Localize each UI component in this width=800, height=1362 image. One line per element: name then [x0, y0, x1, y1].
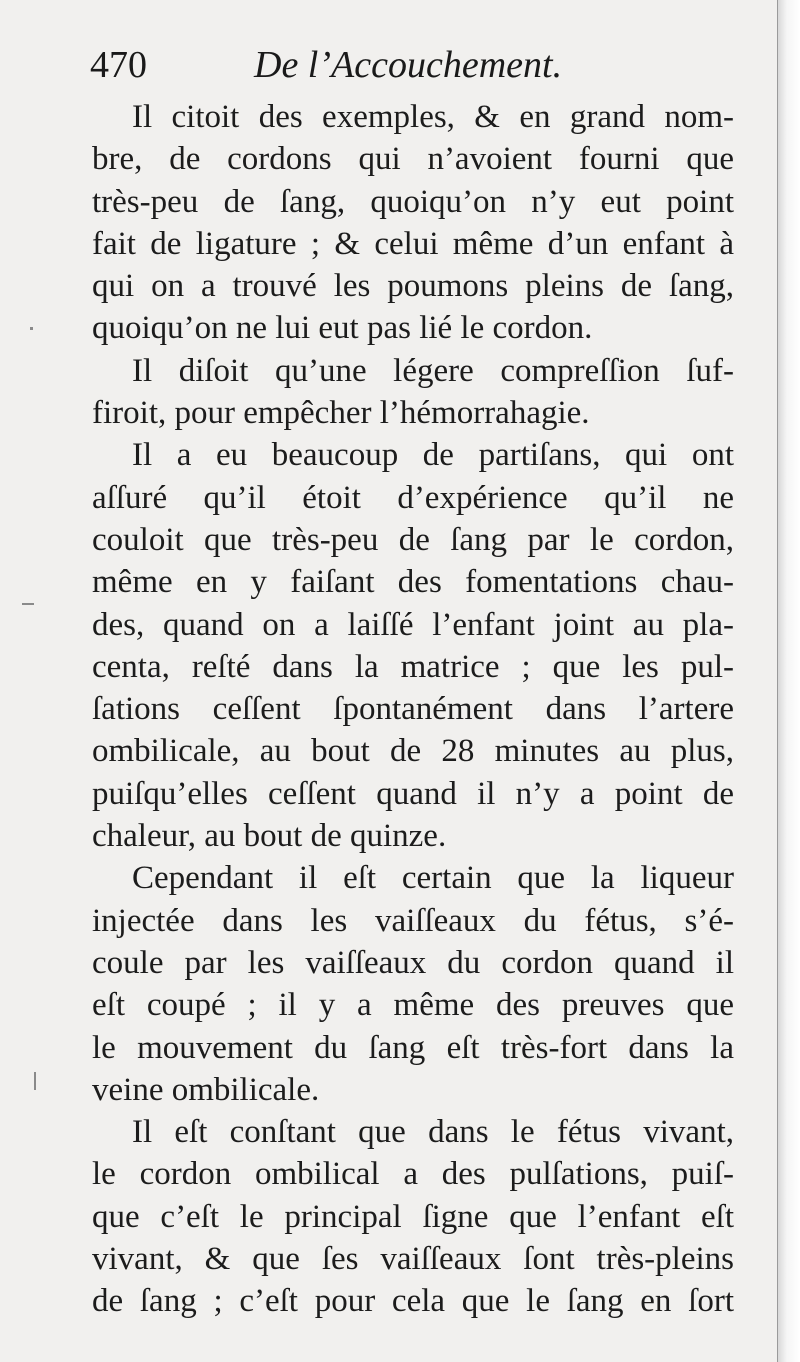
text-line: le mouvement du ſang eſt très-fort dans la — [92, 1029, 734, 1066]
paper-speck — [34, 1072, 36, 1090]
text-line: couloit que très-peu de ſang par le cordon, — [92, 521, 734, 558]
text-line: des, quand on a laiſſé l’enfant joint au pla- — [92, 606, 734, 643]
text-line: le cordon ombilical a des pulſations, puiſ- — [92, 1156, 734, 1193]
text-line: très-peu de ſang, quoiqu’on n’y eut point — [92, 183, 734, 220]
text-line: ombilicale, au bout de 28 minutes au plus, — [92, 733, 734, 770]
text-line: que c’eſt le principal ſigne que l’enfant eſt — [92, 1198, 734, 1235]
body-text — [92, 96, 734, 1323]
paragraph — [92, 350, 734, 435]
text-line: centa, reſté dans la matrice ; que les pul- — [92, 648, 734, 685]
text-line: ſations ceſſent ſpontanément dans l’artere — [92, 691, 734, 728]
text-line: quoiqu’on ne lui eut pas lié le cordon. — [92, 310, 593, 347]
paragraph — [92, 1111, 734, 1322]
paper-speck — [30, 327, 33, 330]
text-line: de ſang ; c’eſt pour cela que le ſang en ſort — [92, 1283, 734, 1320]
paragraph — [92, 857, 734, 1111]
text-line: Il citoit des exemples, & en grand nom- — [132, 99, 734, 135]
text-line: chaleur, au bout de quinze. — [92, 818, 447, 855]
page-gutter — [777, 0, 800, 1362]
text-line: fait de ligature ; & celui même d’un enfant à — [92, 225, 734, 262]
paragraph — [92, 96, 734, 350]
text-line: puiſqu’elles ceſſent quand il n’y a point de — [92, 775, 734, 812]
text-line: coule par les vaiſſeaux du cordon quand il — [92, 944, 734, 981]
paragraph — [92, 434, 734, 857]
text-line: même en y faiſant des fomentations chau- — [92, 564, 734, 601]
text-line: veine ombilicale. — [92, 1071, 320, 1108]
text-line: qui on a trouvé les poumons pleins de ſang, — [92, 268, 734, 305]
page-number: 470 — [90, 44, 147, 86]
text-line: injectée dans les vaiſſeaux du fétus, s’é- — [92, 902, 734, 939]
running-title: De l’Accouchement. — [254, 44, 563, 86]
text-line: aſſuré qu’il étoit d’expérience qu’il ne — [92, 479, 734, 516]
page-header — [90, 40, 730, 90]
text-line: vivant, & que ſes vaiſſeaux ſont très-pleins — [92, 1241, 734, 1278]
text-line: Il eſt conſtant que dans le fétus vivant, — [132, 1114, 734, 1151]
text-line: bre, de cordons qui n’avoient fourni que — [92, 141, 734, 178]
text-line: Il diſoit qu’une légere compreſſion ſuf- — [132, 352, 734, 389]
text-line: firoit, pour empêcher l’hémorrahagie. — [92, 395, 590, 432]
text-line: Cependant il eſt certain que la liqueur — [132, 860, 734, 897]
text-line: eſt coupé ; il y a même des preuves que — [92, 987, 734, 1024]
paper-speck — [22, 603, 34, 605]
text-line: Il a eu beaucoup de partiſans, qui ont — [132, 437, 734, 474]
